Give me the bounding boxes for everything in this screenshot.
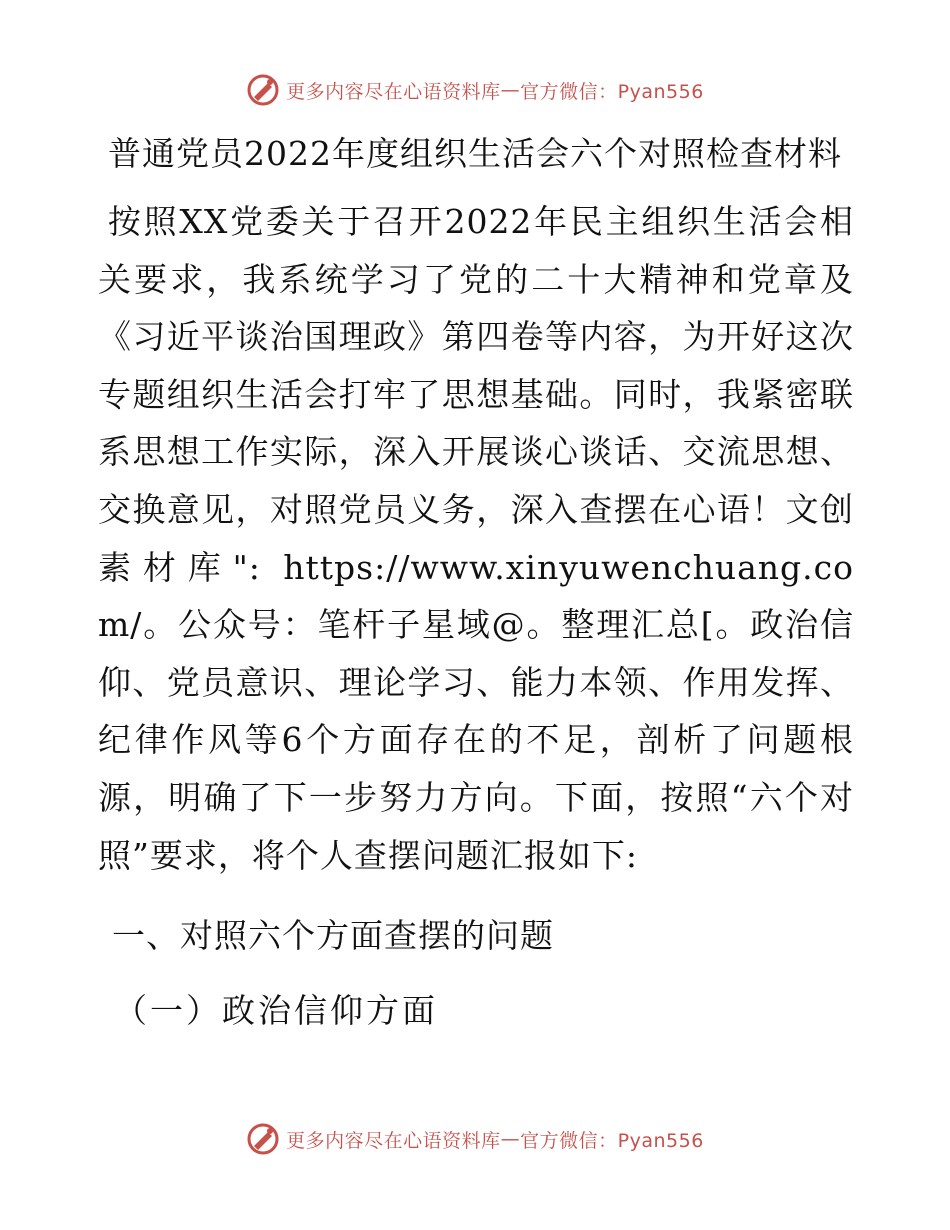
watermark-text: 更多内容尽在心语资料库 <box>286 1129 501 1152</box>
watermark-contact: 官方微信：Pyan556 <box>520 1129 704 1152</box>
watermark-separator: — <box>500 1128 521 1150</box>
watermark-banner-top <box>0 70 950 110</box>
watermark-contact: 官方微信：Pyan556 <box>520 80 704 103</box>
intro-paragraph: 按照XX党委关于召开2022年民主组织生活会相关要求，我系统学习了党的二十大精神和党章及《习近平谈治国理政》第四卷等内容，为开好这次专题组织生活会打牢了思想基础。同时，我紧密联系思想工作实际，深入开展谈心谈话、交流思想、交换意见，对照党员义务，深入查摆在心语！文创素材库": https://www.xinyuwenchuang.com/。公众号：笔杆子星域@。整理汇总[。政治信仰、党员意识、理论学习、能力本领、作用发挥、纪律作风等6个方面存在的不足，剖析了问题根源，明确了下一步努力方向。下面，按照“六个对照”要求，将个人查摆问题汇报如下: <box>98 202 854 875</box>
watermark-separator: — <box>500 79 521 101</box>
brush-logo-icon <box>246 1122 280 1156</box>
document-title: 普通党员2022年度组织生活会六个对照检查材料 <box>108 134 842 173</box>
section-heading: 一、对照六个方面查摆的问题 <box>112 916 554 955</box>
watermark-banner-bottom <box>0 1119 950 1159</box>
brush-logo-icon <box>246 73 280 107</box>
subsection-heading: （一）政治信仰方面 <box>114 991 438 1030</box>
watermark-text: 更多内容尽在心语资料库 <box>286 80 501 103</box>
